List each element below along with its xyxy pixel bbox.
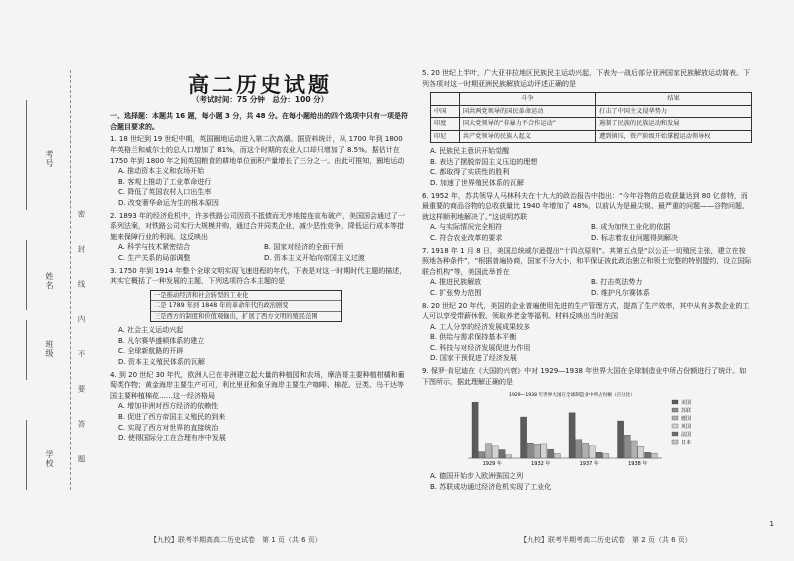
quote-line: 三是西方的制度和价值观输出，扩展了西方文明的殖民范围 bbox=[154, 312, 318, 320]
option-c[interactable]: C. 生产关系的局部调整 bbox=[118, 253, 191, 262]
question-stem: 1. 18 世纪到 19 世纪中期，英国圈地运动进入第二次高潮。据资料统计，从 1700 年到 1800 年英格兰和威尔士的总人口增加了 81%，而这个时期的农业人口却只增加了 8.5%。据估计在 1750 年到 1800 年之间英国粮食的耕地单位面积产量增长了三分之一。由此可推知，圈地运动 bbox=[110, 135, 405, 165]
bar-日本-1937 年 bbox=[603, 454, 609, 459]
bar-德国-1932 年 bbox=[534, 445, 540, 459]
option-c[interactable]: C. 符合农业改革的要求 bbox=[430, 233, 503, 242]
bar-英国-1937 年 bbox=[589, 446, 595, 458]
option-b[interactable]: B. 成为加快工业化的依据 bbox=[591, 223, 671, 232]
bar-日本-1929 年 bbox=[506, 455, 512, 458]
seal-char: 封 bbox=[77, 245, 86, 253]
question-stem: 9. 保罗·肯尼迪在《大国的兴衰》中对 1929—1938 年世界大国在全球制造业中所占份额进行了统计。如下图所示，据此理解正确的是 bbox=[422, 367, 747, 386]
question-stem: 6. 1952 年，苏共领导人马林科夫在十九大的政治报告中指出：“今年谷物的总收获量达到 80 亿普特，而最重要的商品谷物的总收获量比 1940 年增加了 48%，以前认为是最尖锐、最严重的问题——谷物问题，就这样顺利地解决了。”这说明苏联 bbox=[422, 191, 750, 221]
manufacturing-share-chart bbox=[462, 390, 702, 468]
question-stem: 4. 到 20 世纪 30 年代，欧洲人已在非洲建立起大量的种植园和农场，摩洛哥主要种植柑橘和葡萄类作物；黄金海岸主要生产可可，利比里亚和象牙海岸主要生产咖啡、棉花、豆类、乌干达等国主要种植棉花……这一经济格局 bbox=[110, 370, 405, 400]
seal-char: 密 bbox=[77, 210, 86, 218]
option-d[interactable]: D. 标志着农业问题得到解决 bbox=[591, 233, 678, 242]
option-d[interactable]: D. 资本主义开始向帝国主义过渡 bbox=[264, 253, 365, 262]
question-6 bbox=[422, 191, 752, 244]
class-line bbox=[26, 320, 27, 380]
seal-char: 内 bbox=[77, 315, 86, 323]
x-tick-label: 1929 年 bbox=[482, 461, 502, 468]
bar-苏联-1938 年 bbox=[624, 436, 630, 459]
legend-label: 苏联 bbox=[681, 408, 692, 415]
exam-no-line bbox=[26, 100, 27, 210]
bar-美国-1937 年 bbox=[569, 413, 575, 458]
name-label: 姓名 bbox=[45, 272, 54, 290]
bar-美国-1938 年 bbox=[618, 421, 624, 458]
footer-right: 【九校】联考半期考高二历史试卷 第 2 页（共 6 页） bbox=[520, 536, 692, 544]
bar-德国-1938 年 bbox=[631, 441, 637, 458]
exam-no-label: 考号 bbox=[45, 150, 54, 168]
movement-table bbox=[430, 92, 752, 143]
option-b[interactable]: B. 客观上推动了工业革命进行 bbox=[118, 177, 212, 186]
option-c[interactable]: C. 都取得了实质性的胜利 bbox=[430, 168, 510, 177]
bar-德国-1937 年 bbox=[583, 444, 589, 459]
question-stem: 3. 1750 年到 1914 年整个全球文明实现飞速进程的年代，下表是对这一时期时代主题的描述，其实它概括了一种发展的主题，下列选项符合本主题的是 bbox=[110, 266, 407, 286]
bar-美国-1929 年 bbox=[472, 402, 478, 458]
option-a[interactable]: A. 民族民主意识开始觉醒 bbox=[430, 147, 510, 156]
option-b[interactable]: B. 苏联成功通过经济危机实现了工业化 bbox=[430, 482, 552, 491]
table-cell: 国大党领导的“非暴力不合作运动” bbox=[459, 118, 595, 131]
bar-苏联-1937 年 bbox=[576, 440, 582, 458]
x-tick-label: 1938 年 bbox=[628, 461, 648, 468]
option-c[interactable]: C. 科技与对经济发展促进力作用 bbox=[430, 343, 531, 352]
binding-margin bbox=[0, 0, 92, 561]
option-a[interactable]: A. 德国开始步入欧洲强国之列 bbox=[430, 472, 524, 481]
option-c[interactable]: C. 降低了英国农村人口出生率 bbox=[118, 188, 212, 197]
legend-label: 美国 bbox=[681, 400, 692, 407]
option-b[interactable]: B. 表达了摆脱帝国主义压迫的理想 bbox=[430, 157, 538, 166]
x-tick-label: 1932 年 bbox=[531, 461, 551, 468]
question-stem: 8. 20 世纪 20 年代，美国的企业普遍使用先进的生产管理方式，提高了生产效率，其中从有多数企业的工人可以享受带薪休假、领取养老金等福利。材料反映出当时美国 bbox=[422, 301, 750, 321]
question-stem: 7. 1918 年 1 月 8 日，美国总统威尔逊提出“十四点原则”。其第五点是“以公正一切殖民主张，建立在按照地各种条件”，“根据普遍协商，国家不分大小，和平保证彼此政治独立和领土完整的特别盟约，设立国际联合机构”等，美国此举旨在 bbox=[422, 246, 752, 276]
table-cell: 共产党领导的民族人起义 bbox=[459, 130, 595, 143]
option-b[interactable]: B. 打击英法势力 bbox=[591, 278, 643, 287]
chart-title: 1929—1938 年世界大国在全球制造业中所占份额（百分比） bbox=[509, 393, 635, 399]
bar-法国-1929 年 bbox=[499, 450, 505, 459]
question-3 bbox=[110, 266, 410, 368]
table-header: 斗争 bbox=[459, 93, 595, 106]
school-label: 学校 bbox=[45, 450, 54, 468]
legend-swatch bbox=[672, 400, 678, 404]
table-cell: 印尼 bbox=[431, 130, 460, 143]
seal-dash-line bbox=[70, 70, 71, 490]
question-2 bbox=[110, 211, 410, 264]
table-row bbox=[431, 130, 752, 143]
bar-美国-1932 年 bbox=[521, 417, 527, 458]
school-line bbox=[26, 420, 27, 490]
option-b[interactable]: B. 促进了西方帝国主义殖民的到来 bbox=[118, 412, 226, 421]
option-a[interactable]: A. 与实际情况完全相符 bbox=[430, 223, 503, 232]
option-b[interactable]: B. 凡尔赛华盛顿体系的建立 bbox=[118, 336, 205, 345]
seal-char: 线 bbox=[77, 280, 86, 288]
option-a[interactable]: A. 工人分享的经济发展成果较多 bbox=[430, 322, 531, 331]
option-d[interactable]: D. 国家干预促进了经济发展 bbox=[430, 354, 517, 363]
option-d[interactable]: D. 改变奢华命运为生的根本原因 bbox=[118, 198, 219, 207]
bar-德国-1929 年 bbox=[486, 444, 492, 458]
quote-line: 二是 1789 年到 1848 年的革命年代的政治剧变 bbox=[151, 301, 341, 312]
page-1-column bbox=[110, 0, 410, 444]
bar-法国-1937 年 bbox=[596, 452, 602, 458]
bar-法国-1932 年 bbox=[548, 449, 554, 458]
option-a[interactable]: A. 科学与技术紧密结合 bbox=[118, 243, 191, 252]
seal-char: 题 bbox=[77, 455, 86, 463]
table-cell: 印度 bbox=[431, 118, 460, 131]
bar-英国-1932 年 bbox=[541, 444, 547, 458]
section-heading: 一、选择题：本题共 16 题，每小题 3 分，共 48 分。在每小题给出的四个选项中只有一项是符合题目要求的。 bbox=[110, 112, 408, 131]
name-line bbox=[26, 240, 27, 310]
table-cell: 遭到镇压，资产阶级开始掌握运动领导权 bbox=[596, 130, 752, 143]
legend-swatch bbox=[672, 416, 678, 420]
footer-left: 【九校】联考半期高高二历史试卷 第 1 页（共 6 页） bbox=[150, 536, 322, 544]
question-9 bbox=[422, 366, 752, 492]
table-row bbox=[431, 118, 752, 131]
option-a[interactable]: A. 推动资本主义和农场开始 bbox=[118, 167, 205, 176]
x-tick-label: 1937 年 bbox=[579, 461, 599, 468]
option-a[interactable]: A. 社会主义运动兴起 bbox=[118, 326, 184, 335]
option-d[interactable]: D. 维护凡尔赛体系 bbox=[591, 288, 650, 297]
question-5 bbox=[422, 68, 752, 189]
bar-英国-1929 年 bbox=[492, 446, 498, 458]
class-label: 班级 bbox=[45, 340, 54, 358]
question-stem: 2. 1893 年的经济危机中，许多铁路公司因资不抵债而无序地接连宣布破产，美国国会通过了一系列法案，对铁路公司实行大规模并购，通过合并同类企业，减少恶性竞争，降低运行成本等措施来保障行业的利润。这反映出 bbox=[110, 211, 405, 241]
option-a[interactable]: A. 推进民族解放 bbox=[430, 278, 482, 287]
table-header: 结果 bbox=[596, 93, 752, 106]
page-2-column bbox=[422, 66, 752, 492]
bar-英国-1938 年 bbox=[638, 446, 644, 458]
option-d[interactable]: D. 使得国际分工在合理有序中发展 bbox=[118, 434, 226, 443]
option-c[interactable]: C. 扩张势力范围 bbox=[430, 288, 482, 297]
legend-label: 法国 bbox=[681, 432, 692, 439]
legend-swatch bbox=[672, 424, 678, 428]
bar-chart bbox=[462, 390, 702, 468]
exam-title: 高二历史试题 bbox=[188, 72, 332, 97]
legend-label: 英国 bbox=[681, 424, 692, 431]
table-header bbox=[431, 93, 460, 106]
exam-subtitle: （考试时间：75 分钟 总分：100 分） bbox=[191, 94, 329, 104]
seal-char: 要 bbox=[77, 385, 86, 393]
option-c[interactable]: C. 实现了西方对世界的直接统治 bbox=[118, 423, 219, 432]
seal-char: 不 bbox=[77, 350, 86, 358]
table-cell: 国共两党领导的国民革命运动 bbox=[459, 105, 595, 118]
legend-swatch bbox=[672, 432, 678, 436]
table-cell: 中国 bbox=[431, 105, 460, 118]
page-number: 1 bbox=[769, 520, 774, 528]
option-d[interactable]: D. 资本主义殖民体系的瓦解 bbox=[118, 357, 205, 366]
legend-swatch bbox=[672, 440, 678, 444]
bar-日本-1938 年 bbox=[651, 453, 657, 458]
option-b[interactable]: B. 国家对经济的全面干预 bbox=[264, 243, 344, 252]
legend-label: 日本 bbox=[681, 440, 692, 447]
question-4 bbox=[110, 370, 410, 444]
seal-char: 答 bbox=[77, 420, 86, 428]
bar-日本-1932 年 bbox=[554, 454, 560, 459]
quote-box bbox=[150, 290, 342, 323]
table-row bbox=[431, 105, 752, 118]
question-1 bbox=[110, 134, 410, 208]
option-a[interactable]: A. 增加非洲对西方经济的依赖性 bbox=[118, 402, 219, 411]
bar-苏联-1932 年 bbox=[527, 443, 533, 458]
option-b[interactable]: B. 供给与需求保持基本平衡 bbox=[430, 333, 517, 342]
quote-line: 一是推动经济和社会转型的工业化 bbox=[151, 291, 341, 302]
option-c[interactable]: C. 全球新航路的开辟 bbox=[118, 347, 184, 356]
table-cell: 打击了中国主义侵华势力 bbox=[596, 105, 752, 118]
bar-法国-1938 年 bbox=[645, 452, 651, 458]
question-stem: 5. 20 世纪上半叶，广大亚非拉地区民族民主运动兴起，下表为一战后部分亚洲国家民族解放运动简表。下列各项对这一时期亚洲民族解放运动评述正确的是 bbox=[422, 69, 751, 88]
question-7 bbox=[422, 246, 752, 299]
bar-苏联-1929 年 bbox=[479, 452, 485, 458]
table-cell: 遏制了民族的民族运动和发展 bbox=[596, 118, 752, 131]
question-8 bbox=[422, 301, 752, 365]
legend-label: 德国 bbox=[681, 416, 692, 423]
legend-swatch bbox=[672, 408, 678, 412]
option-d[interactable]: D. 加速了世界殖民体系的瓦解 bbox=[430, 178, 524, 187]
